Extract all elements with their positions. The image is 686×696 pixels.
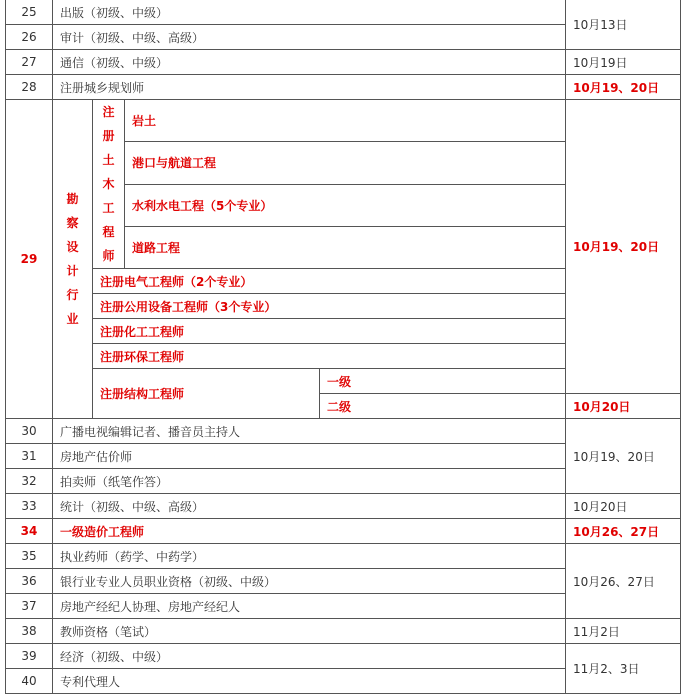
exam-name: 通信（初级、中级） xyxy=(53,50,566,75)
civil-item: 港口与航道工程 xyxy=(125,142,566,184)
exam-date: 11月2、3日 xyxy=(566,644,681,694)
exam-name: 拍卖师（纸笔作答） xyxy=(53,469,566,494)
row-number: 27 xyxy=(6,50,53,75)
level-label: 一级 xyxy=(320,369,566,394)
row-number: 32 xyxy=(6,469,53,494)
exam-name: 审计（初级、中级、高级） xyxy=(53,25,566,50)
row-number: 26 xyxy=(6,25,53,50)
table-row xyxy=(6,544,681,569)
exam-date: 10月26、27日 xyxy=(566,519,681,544)
row-number: 25 xyxy=(6,0,53,25)
table-row xyxy=(6,519,681,544)
table-row xyxy=(6,75,681,100)
row-number: 39 xyxy=(6,644,53,669)
sub-item: 注册化工工程师 xyxy=(93,319,566,344)
exam-name: 广播电视编辑记者、播音员主持人 xyxy=(53,419,566,444)
row-number: 28 xyxy=(6,75,53,100)
row-number: 40 xyxy=(6,669,53,694)
row-number: 37 xyxy=(6,594,53,619)
exam-name: 房地产估价师 xyxy=(53,444,566,469)
exam-name: 银行业专业人员职业资格（初级、中级） xyxy=(53,569,566,594)
exam-name: 一级造价工程师 xyxy=(53,519,566,544)
exam-name: 专利代理人 xyxy=(53,669,566,694)
table-row xyxy=(6,100,681,142)
exam-name: 统计（初级、中级、高级） xyxy=(53,494,566,519)
exam-date: 10月19、20日 xyxy=(566,75,681,100)
exam-schedule-table xyxy=(5,0,681,694)
row-number: 38 xyxy=(6,619,53,644)
exam-date: 10月19、20日 xyxy=(566,100,681,394)
exam-name: 房地产经纪人协理、房地产经纪人 xyxy=(53,594,566,619)
row-number: 29 xyxy=(6,100,53,419)
civil-item: 道路工程 xyxy=(125,226,566,268)
exam-date: 10月26、27日 xyxy=(566,544,681,619)
exam-date: 10月13日 xyxy=(566,0,681,50)
sub-item-structural: 注册结构工程师 xyxy=(93,369,320,419)
group-label-survey-design: 勘 察 设 计 行 业 xyxy=(53,100,93,419)
sub-item: 注册公用设备工程师（3个专业） xyxy=(93,294,566,319)
row-number: 31 xyxy=(6,444,53,469)
sub-group-label-civil: 注 册 土 木 工 程 师 xyxy=(93,100,125,269)
table-row xyxy=(6,50,681,75)
row-number: 34 xyxy=(6,519,53,544)
row-number: 33 xyxy=(6,494,53,519)
exam-name: 执业药师（药学、中药学） xyxy=(53,544,566,569)
table-row xyxy=(6,494,681,519)
exam-date: 10月20日 xyxy=(566,494,681,519)
civil-item: 水利水电工程（5个专业） xyxy=(125,184,566,226)
exam-name: 出版（初级、中级） xyxy=(53,0,566,25)
table-row xyxy=(6,419,681,444)
exam-name: 经济（初级、中级） xyxy=(53,644,566,669)
sub-item: 注册环保工程师 xyxy=(93,344,566,369)
exam-name: 教师资格（笔试） xyxy=(53,619,566,644)
table-row xyxy=(6,0,681,25)
row-number: 35 xyxy=(6,544,53,569)
exam-date: 10月19、20日 xyxy=(566,419,681,494)
exam-date: 10月20日 xyxy=(566,394,681,419)
row-number: 36 xyxy=(6,569,53,594)
table-row xyxy=(6,619,681,644)
exam-date: 11月2日 xyxy=(566,619,681,644)
level-label: 二级 xyxy=(320,394,566,419)
exam-date: 10月19日 xyxy=(566,50,681,75)
civil-item: 岩土 xyxy=(125,100,566,142)
exam-name: 注册城乡规划师 xyxy=(53,75,566,100)
row-number: 30 xyxy=(6,419,53,444)
sub-item: 注册电气工程师（2个专业） xyxy=(93,269,566,294)
table-row xyxy=(6,644,681,669)
